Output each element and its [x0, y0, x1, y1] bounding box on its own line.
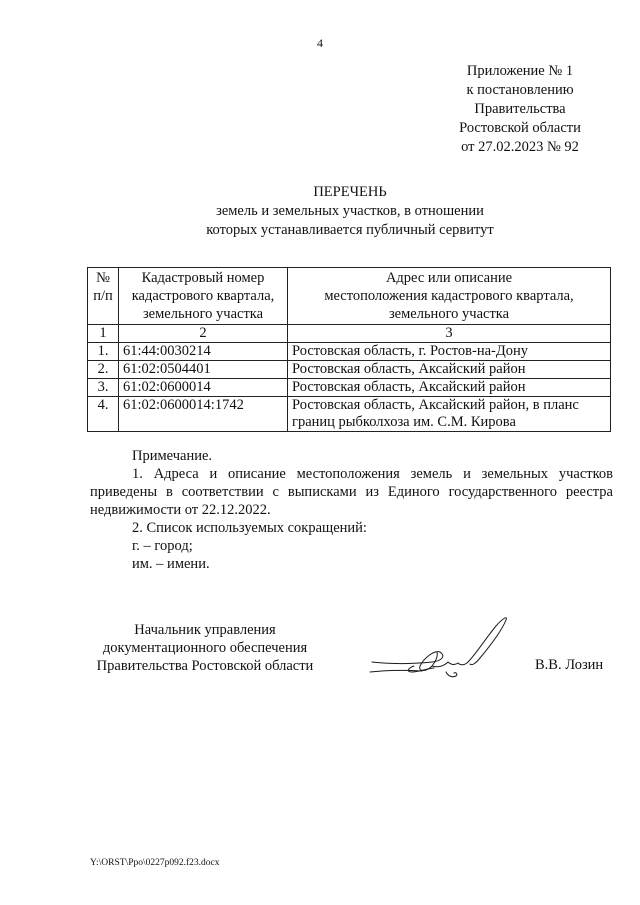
row-number: 4. [88, 397, 119, 432]
abbreviation: г. – город; [132, 538, 193, 554]
table-row [88, 361, 611, 379]
address: Ростовская область, г. Ростов-на-Дону [288, 343, 611, 361]
appendix-line: Правительства [474, 101, 566, 117]
table-row [88, 343, 611, 361]
signatory-title-line: документационного обеспечения [102, 640, 308, 656]
signatory-title-line: Правительства Ростовской области [96, 658, 314, 674]
header-cadastral [119, 268, 288, 325]
notes-heading: Примечание. [132, 448, 213, 464]
column-number: 3 [288, 325, 611, 343]
table-header-row [88, 268, 611, 325]
column-number: 2 [119, 325, 288, 343]
address: Ростовская область, Аксайский район [288, 379, 611, 397]
header-line: Кадастровый номер [141, 270, 265, 286]
signatory-title [80, 621, 330, 675]
cadastral-number: 61:02:0504401 [119, 361, 288, 379]
appendix-block [430, 62, 610, 157]
cadastral-number: 61:44:0030214 [119, 343, 288, 361]
appendix-line: Приложение № 1 [466, 63, 574, 79]
header-line: п/п [93, 288, 113, 304]
header-line: кадастрового квартала, [131, 288, 275, 304]
land-table [87, 267, 611, 432]
row-number: 3. [88, 379, 119, 397]
header-line: земельного участка [388, 306, 510, 322]
appendix-line: Ростовской области [459, 120, 581, 136]
appendix-line: к постановлению [466, 82, 574, 98]
row-number: 1. [88, 343, 119, 361]
table-row [88, 397, 611, 432]
header-line: земельного участка [142, 306, 264, 322]
header-line: местоположения кадастрового квартала, [324, 288, 574, 304]
notes-block [90, 447, 613, 573]
file-path: Y:\ORST\Ppo\0227p092.f23.docx [90, 858, 220, 868]
title-heading: ПЕРЕЧЕНЬ [313, 184, 387, 200]
cadastral-number: 61:02:0600014 [119, 379, 288, 397]
header-line: № [96, 270, 110, 286]
column-number: 1 [88, 325, 119, 343]
table-row [88, 379, 611, 397]
header-number [88, 268, 119, 325]
handwritten-signature [368, 606, 524, 690]
note-item: 1. Адреса и описание местоположения земель и земельных участков приведены в соответствии с выписками из Единого государственного реестра недвижимости от 22.12.2022. [90, 466, 613, 518]
document-title [0, 183, 640, 240]
row-number: 2. [88, 361, 119, 379]
title-line: земель и земельных участков, в отношении [216, 203, 484, 219]
note-item: 2. Список используемых сокращений: [132, 520, 367, 536]
signatory-title-line: Начальник управления [134, 622, 276, 638]
header-line: Адрес или описание [385, 270, 513, 286]
address: Ростовская область, Аксайский район [288, 361, 611, 379]
page-number: 4 [317, 36, 323, 50]
address: Ростовская область, Аксайский район, в планс границ рыбколхоза им. С.М. Кирова [288, 397, 611, 432]
column-number-row [88, 325, 611, 343]
appendix-line: от 27.02.2023 № 92 [461, 139, 579, 155]
cadastral-number: 61:02:0600014:1742 [119, 397, 288, 432]
signatory-name: В.В. Лозин [535, 657, 604, 673]
header-address [288, 268, 611, 325]
title-line: которых устанавливается публичный сервитут [206, 222, 494, 238]
abbreviation: им. – имени. [132, 556, 210, 572]
